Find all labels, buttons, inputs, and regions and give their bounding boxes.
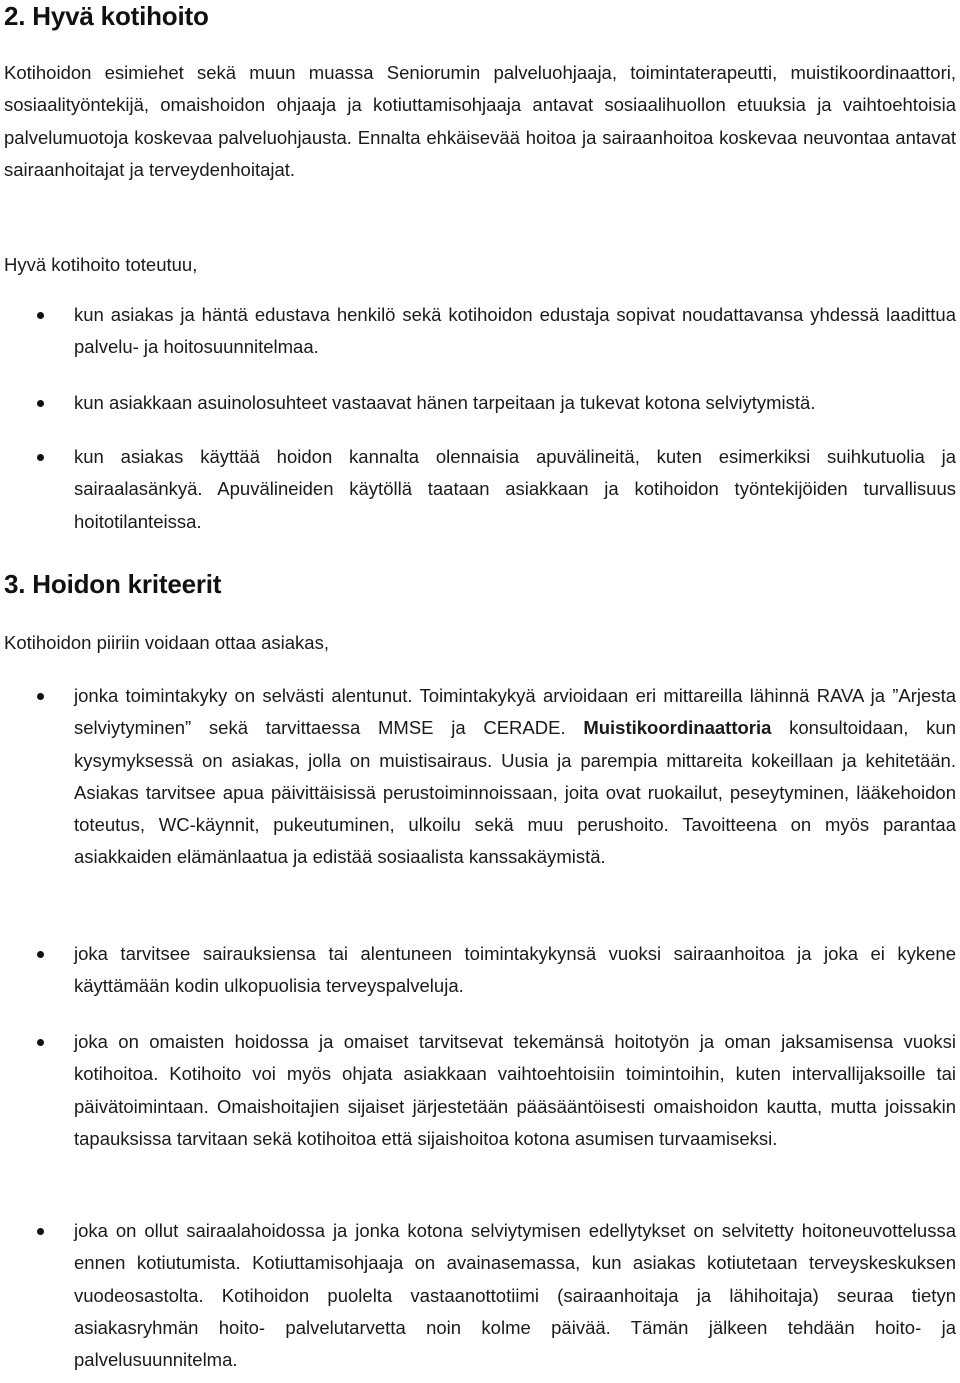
bullet-icon	[37, 1039, 44, 1046]
section-heading-hyva-kotihoito: 2. Hyvä kotihoito	[4, 1, 209, 31]
list-item-text-bold: Muistikoordinaattoria	[583, 717, 772, 739]
bullet-icon	[37, 693, 44, 700]
list-item-text: joka tarvitsee sairauksiensa tai alentuneen toimintakykynsä vuoksi sairaanhoitoa ja joka ei kykene käyttämään kodin ulkopuolisia terveyspalveluja.	[74, 943, 956, 997]
bullet-icon	[37, 312, 44, 319]
bullet-icon	[37, 454, 44, 461]
bullet-icon	[37, 1228, 44, 1235]
list-item-text: joka on omaisten hoidossa ja omaiset tarvitsevat tekemänsä hoitotyön ja oman jaksamisensa vuoksi kotihoitoa. Kotihoito voi myös ohjata asiakkaan vaihtoehtoisiin toimintoihin, kuten intervallijaksoille tai päivätoimintaan. Omaishoitajien sijaiset järjestetään pääsääntöisesti omaishoidon kautta, mutta joissakin tapauksissa tarvitaan sekä kotihoitoa että sijaishoitoa kotona asumisen turvaamiseksi.	[74, 1031, 956, 1149]
lead-paragraph-kriteerit: Kotihoidon piiriin voidaan ottaa asiakas,	[4, 632, 329, 653]
bullet-icon	[37, 951, 44, 958]
list-item-text: joka on ollut sairaalahoidossa ja jonka kotona selviytymisen edellytykset on selvitetty hoitoneuvottelussa ennen kotiutumista. Kotiuttamisohjaaja on avainasemassa, kun asiakas kotiutetaan terveyskeskuksen vuodeosastolta. Kotihoidon puolelta vastaanottotiimi (sairaanhoitaja ja lähihoitaja) seuraa tietyn asiakasryhmän hoito- palvelutarvetta noin kolme päivää. Tämän jälkeen tehdään hoito- ja palvelusuunnitelma.	[74, 1220, 956, 1371]
bullet-list-kriteerit-4	[0, 1215, 960, 1376]
bullet-list-kriteerit-1	[0, 680, 960, 874]
bullet-list-kotihoito	[0, 299, 960, 364]
bullet-list-kriteerit-3	[0, 1026, 960, 1155]
list-item	[0, 441, 960, 538]
list-item	[0, 938, 960, 1003]
list-item	[0, 1026, 960, 1155]
list-item-text: kun asiakas käyttää hoidon kannalta olennaisia apuvälineitä, kuten esimerkiksi suihkutuolia ja sairaalasänkyä. Apuvälineiden käytöllä taataan asiakkaan ja kotihoidon työntekijöiden turvallisuus hoitotilanteissa.	[74, 446, 956, 532]
intro-paragraph: Kotihoidon esimiehet sekä muun muassa Seniorumin palveluohjaaja, toimintaterapeutti, muistikoordinaattori, sosiaalityöntekijä, omaishoidon ohjaaja ja kotiuttamisohjaaja antavat sosiaalihuollon etuuksia ja vaihtoehtoisia palvelumuotoja koskevaa palveluohjausta. Ennalta ehkäisevää hoitoa ja sairaanhoitoa koskevaa neuvontaa antavat sairaanhoitajat ja terveydenhoitajat.	[4, 62, 956, 180]
list-item	[0, 680, 960, 874]
section-heading-hoidon-kriteerit: 3. Hoidon kriteerit	[4, 569, 222, 599]
list-item-text-before: jonka toimintakyky on selvästi alentunut. Toimintakykyä arvioidaan eri mittareilla lähinnä RAVA ja ”Arjesta selviytyminen” sekä tarvittaessa MMSE ja CERADE.	[74, 685, 956, 739]
bullet-list-kriteerit-2	[0, 938, 960, 1003]
list-item-text: kun asiakkaan asuinolosuhteet vastaavat hänen tarpeitaan ja tukevat kotona selviytymistä.	[74, 392, 816, 413]
list-item-text-after: konsultoidaan, kun kysymyksessä on asiakas, jolla on muistisairaus. Uusia ja parempia mittareita kokeillaan ja kehitetään. Asiakas tarvitsee apua päivittäisissä perustoiminnoissaan, joita ovat ruokailut, peseytyminen, lääkehoidon toteutus, WC-käynnit, pukeutuminen, ulkoilu sekä muu perushoito. Tavoitteena on myös parantaa asiakkaiden elämänlaatua ja edistää sosiaalista kanssakäymistä.	[74, 717, 956, 868]
list-item	[0, 1215, 960, 1376]
bullet-list-kotihoito-2	[0, 387, 960, 419]
list-item-text: kun asiakas ja häntä edustava henkilö sekä kotihoidon edustaja sopivat noudattavansa yhdessä laadittua palvelu- ja hoitosuunnitelmaa.	[74, 304, 956, 358]
lead-paragraph-toteutuu: Hyvä kotihoito toteutuu,	[4, 254, 198, 275]
list-item	[0, 299, 960, 364]
list-item	[0, 387, 960, 419]
bullet-list-kotihoito-3	[0, 441, 960, 538]
bullet-icon	[37, 400, 44, 407]
